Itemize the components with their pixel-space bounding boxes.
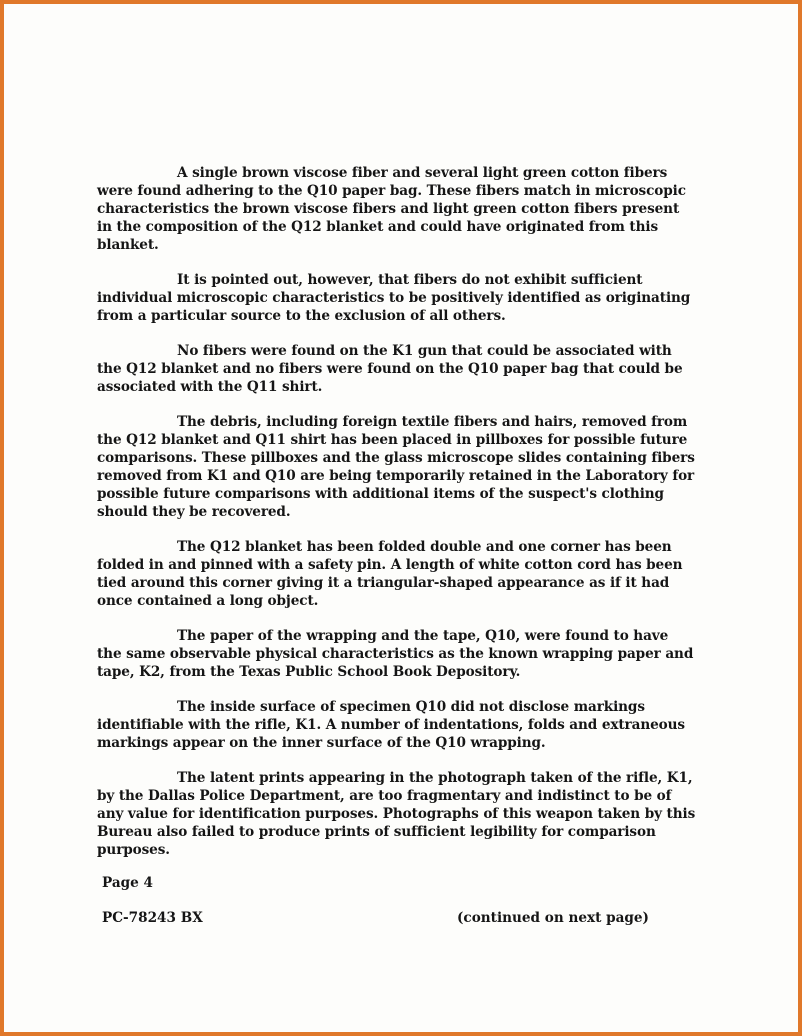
paragraph-inside-surface: The inside surface of specimen Q10 did not disclose markings identifiable with the rifle, K1. A number of indentations, folds and extraneous markings appear on the inner surface of the Q10 wrapping. [97,699,685,751]
document-body [97,164,697,876]
continued-note: (continued on next page) [457,910,649,926]
paragraph-fiber-caveat: It is pointed out, however, that fibers do not exhibit sufficient individual microscopic characteristics to be positively identified as originating from a particular source to the exclusion of all others. [97,272,691,324]
paragraph-no-fibers: No fibers were found on the K1 gun that could be associated with the Q12 blanket and no fibers were found on the Q10 paper bag that could be associated with the Q11 shirt. [97,343,683,395]
paragraph-debris: The debris, including foreign textile fibers and hairs, removed from the Q12 blanket and Q11 shirt has been placed in pillboxes for possible future comparisons. These pillboxes and the glass microscope slides containing fibers removed from K1 and Q10 are being temporarily retained in the Laboratory for possible future comparisons with additional items of the suspect's clothing should they be recovered. [97,414,695,520]
paragraph-wrapping-paper: The paper of the wrapping and the tape, Q10, were found to have the same observable physical characteristics as the known wrapping paper and tape, K2, from the Texas Public School Book Depository. [97,628,694,680]
paragraph-fiber-match: A single brown viscose fiber and several light green cotton fibers were found adhering to the Q10 paper bag. These fibers match in microscopic characteristics the brown viscose fibers and light green cotton fibers present in the composition of the Q12 blanket and could have originated from this blanket. [97,165,686,253]
page-number: Page 4 [102,875,154,891]
file-number: PC-78243 BX [102,910,203,926]
paragraph-blanket: The Q12 blanket has been folded double and one corner has been folded in and pinned with a safety pin. A length of white cotton cord has been tied around this corner giving it a triangular-shaped appearance as if it had once contained a long object. [97,539,683,609]
paragraph-latent-prints: The latent prints appearing in the photograph taken of the rifle, K1, by the Dallas Police Department, are too fragmentary and indistinct to be of any value for identification purposes. Photographs of this weapon taken by this Bureau also failed to produce prints of sufficient legibility for comparison purposes. [97,770,696,858]
